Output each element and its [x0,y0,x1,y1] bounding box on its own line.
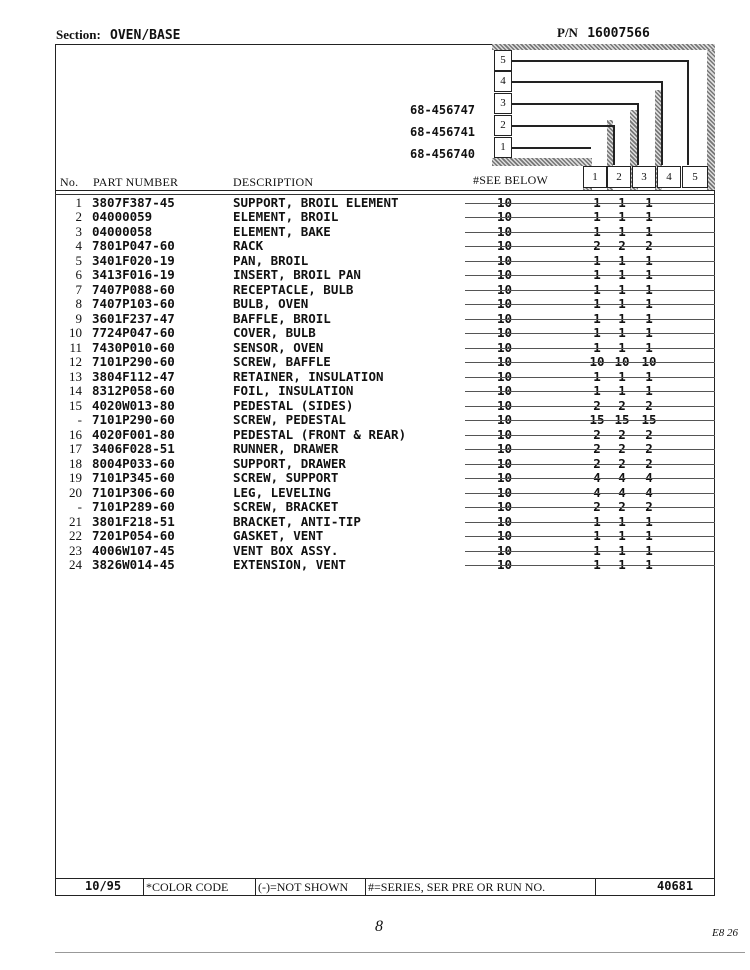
qty-col-1: 4 [593,470,601,486]
part-description: PAN, BROIL [233,252,309,268]
table-row [55,383,715,398]
part-index: 21 [69,513,82,529]
part-description: RECEPTACLE, BULB [233,281,354,297]
part-description: INSERT, BROIL PAN [233,267,361,283]
qty-col-1: 2 [593,397,601,413]
qty-col-2: 2 [618,455,626,471]
col-header-see-below: #SEE BELOW [473,173,548,187]
part-number: 3807F387-45 [92,195,175,210]
part-number-header [557,25,650,41]
part-description: EXTENSION, VENT [233,557,346,572]
qty-col-3: 2 [645,499,653,515]
legend-box-1: 1 [494,137,512,158]
part-number: 7101P345-60 [92,470,175,486]
qty-col-3: 2 [645,426,653,442]
part-description: RACK [233,238,264,254]
row-underline [465,319,715,320]
part-number: 3601F237-47 [92,310,175,326]
qty-col-1: 1 [593,339,601,355]
part-index: 24 [69,557,82,572]
row-underline [465,203,715,204]
qty-col-1: 1 [593,368,601,384]
leader-drop-5 [687,60,689,165]
qty-col-3: 2 [645,397,653,413]
part-number: 7101P289-60 [92,499,175,515]
part-number: 7801P047-60 [92,238,175,254]
series-ref: 10 [497,267,513,283]
series-ref: 10 [497,484,513,500]
qty-col-1: 10 [589,354,605,370]
part-description: PEDESTAL (SIDES) [233,397,354,413]
qty-col-2: 1 [618,528,626,544]
part-index: 17 [69,441,82,457]
legend-box-5: 5 [494,50,512,71]
qty-col-2: 1 [618,513,626,529]
part-description: RETAINER, INSULATION [233,368,384,384]
corner-handwritten-note: E8 26 [712,927,738,939]
part-number: 7430P010-60 [92,339,175,355]
qty-col-3: 2 [645,238,653,254]
table-row [55,209,715,224]
legend-hatch-top [492,44,715,50]
part-index: 14 [69,383,82,399]
table-row [55,311,715,326]
part-number: 7201P054-60 [92,528,175,544]
table-row [55,369,715,384]
qty-col-1: 1 [593,557,601,572]
qty-col-1: 1 [593,281,601,297]
part-index: 13 [69,368,82,384]
row-underline [465,406,715,407]
pn-value: 16007566 [587,26,650,41]
qty-col-1: 1 [593,296,601,312]
qty-col-1: 2 [593,441,601,457]
series-ref: 10 [497,470,513,486]
part-description: LEG, LEVELING [233,484,331,500]
qty-col-3: 4 [645,484,653,500]
table-row [55,485,715,500]
part-index: 19 [69,470,82,486]
qty-col-2: 1 [618,296,626,312]
series-ref: 10 [497,354,513,370]
qty-col-2: 1 [618,252,626,268]
row-underline [465,522,715,523]
part-index: - [77,412,82,428]
qty-col-2: 1 [618,542,626,558]
series-ref: 10 [497,441,513,457]
legend-box-2: 2 [494,115,512,136]
row-underline [465,478,715,479]
scan-edge-line [55,952,745,953]
table-row [55,412,715,427]
qty-col-header-1: 1 [583,166,607,188]
row-underline [465,377,715,378]
part-number: 3413F016-19 [92,267,175,283]
series-ref: 10 [497,310,513,326]
qty-col-2: 1 [618,195,626,210]
row-underline [465,391,715,392]
qty-col-2: 15 [614,412,630,428]
qty-col-1: 2 [593,238,601,254]
row-underline [465,304,715,305]
qty-col-2: 1 [618,383,626,399]
table-row [55,195,715,210]
series-ref: 10 [497,499,513,515]
qty-col-header-3: 3 [632,166,656,188]
table-row [55,325,715,340]
row-underline [465,232,715,233]
series-ref: 10 [497,325,513,341]
table-row [55,238,715,253]
part-index: 20 [69,484,82,500]
footer-color-code: *COLOR CODE [146,880,229,894]
part-index: 10 [69,325,82,341]
part-description: COVER, BULB [233,325,316,341]
row-underline [465,449,715,450]
part-number: 8312P058-60 [92,383,175,399]
part-description: SCREW, BRACKET [233,499,339,515]
part-description: SCREW, SUPPORT [233,470,339,486]
qty-col-3: 1 [645,267,653,283]
row-underline [465,290,715,291]
part-description: GASKET, VENT [233,528,324,544]
leader-line-2 [511,125,615,127]
qty-col-2: 4 [618,470,626,486]
part-index: 4 [75,238,82,254]
row-underline [465,362,715,363]
row-underline [465,261,715,262]
qty-col-1: 1 [593,267,601,283]
qty-col-3: 1 [645,296,653,312]
row-underline [465,246,715,247]
qty-col-2: 1 [618,310,626,326]
series-ref: 10 [497,238,513,254]
part-index: 2 [75,209,82,225]
table-row [55,499,715,514]
row-underline [465,217,715,218]
model-ref-3: 68-456740 [410,147,476,161]
series-ref: 10 [497,426,513,442]
model-ref-2: 68-456741 [410,125,476,139]
qty-col-2: 10 [614,354,630,370]
series-ref: 10 [497,397,513,413]
table-row [55,253,715,268]
qty-col-1: 4 [593,484,601,500]
footer-series: #=SERIES, SER PRE OR RUN NO. [368,880,546,894]
part-number: 3804F112-47 [92,368,175,384]
row-underline [465,420,715,421]
part-description: ELEMENT, BAKE [233,223,331,239]
qty-col-3: 1 [645,310,653,326]
qty-col-header-4: 4 [657,166,681,188]
part-index: 9 [75,310,82,326]
table-row [55,398,715,413]
row-underline [465,348,715,349]
legend-box-3: 3 [494,93,512,114]
part-index: 15 [69,397,82,413]
row-underline [465,493,715,494]
qty-col-1: 1 [593,542,601,558]
qty-col-2: 4 [618,484,626,500]
table-row [55,456,715,471]
footer-bar [55,879,715,895]
qty-col-2: 1 [618,281,626,297]
part-number: 3401F020-19 [92,252,175,268]
legend-hatch-right [707,50,715,190]
part-number: 7101P290-60 [92,412,175,428]
col-header-no: No. [60,175,79,189]
qty-col-3: 2 [645,455,653,471]
qty-col-3: 1 [645,223,653,239]
section-label [56,27,180,43]
part-index: 5 [75,252,82,268]
qty-col-1: 2 [593,499,601,515]
model-ref-1: 68-456747 [410,103,476,117]
part-number: 04000059 [92,209,153,225]
row-underline [465,333,715,334]
qty-col-1: 1 [593,513,601,529]
series-ref: 10 [497,223,513,239]
part-description: BAFFLE, BROIL [233,310,331,326]
part-description: FOIL, INSULATION [233,383,354,399]
table-row [55,340,715,355]
part-index: 8 [75,296,82,312]
part-number: 3406F028-51 [92,441,175,457]
part-description: BULB, OVEN [233,296,309,312]
part-index: 23 [69,542,82,558]
part-number: 4020F001-80 [92,426,175,442]
part-number: 7724P047-60 [92,325,175,341]
page-number: 8 [375,918,383,935]
series-ref: 10 [497,296,513,312]
table-row [55,441,715,456]
part-description: SUPPORT, DRAWER [233,455,346,471]
series-ref: 10 [497,252,513,268]
leader-line-4 [511,81,663,83]
part-index: 16 [69,426,82,442]
qty-col-header-2: 2 [607,166,631,188]
table-row [55,514,715,529]
series-ref: 10 [497,528,513,544]
part-number: 4020W013-80 [92,397,175,413]
part-index: 6 [75,267,82,283]
qty-col-2: 1 [618,223,626,239]
col-header-part-number: PART NUMBER [93,175,179,189]
qty-col-3: 15 [641,412,657,428]
part-description: PEDESTAL (FRONT & REAR) [233,426,407,442]
table-row [55,528,715,543]
leader-line-1 [511,147,591,149]
leader-drop-2 [613,125,615,165]
col-header-description: DESCRIPTION [233,175,314,189]
footer-date: 10/95 [85,879,122,893]
row-underline [465,464,715,465]
qty-col-1: 1 [593,195,601,210]
legend-hatch-bottom [492,158,592,166]
part-index: 11 [69,339,82,355]
part-number: 7407P103-60 [92,296,175,312]
qty-col-1: 2 [593,455,601,471]
part-index: 1 [75,195,82,210]
qty-col-2: 1 [618,325,626,341]
row-underline [465,275,715,276]
table-row [55,224,715,239]
part-index: 22 [69,528,82,544]
table-row [55,354,715,369]
legend-box-4: 4 [494,71,512,92]
part-description: BRACKET, ANTI-TIP [233,513,361,529]
qty-col-2: 1 [618,368,626,384]
table-row [55,267,715,282]
qty-col-header-5: 5 [682,166,708,188]
part-index: 12 [69,354,82,370]
part-number: 04000058 [92,223,153,239]
series-ref: 10 [497,383,513,399]
qty-col-1: 1 [593,209,601,225]
qty-col-3: 1 [645,195,653,210]
part-description: ELEMENT, BROIL [233,209,339,225]
part-index: 18 [69,455,82,471]
qty-col-2: 2 [618,426,626,442]
part-number: 8004P033-60 [92,455,175,471]
footer-divider-2 [255,879,256,895]
series-ref: 10 [497,412,513,428]
series-ref: 10 [497,281,513,297]
qty-col-3: 1 [645,209,653,225]
part-index: 3 [75,223,82,239]
part-description: RUNNER, DRAWER [233,441,339,457]
part-number: 3801F218-51 [92,513,175,529]
table-row [55,543,715,558]
qty-col-2: 1 [618,557,626,572]
qty-col-2: 1 [618,209,626,225]
series-ref: 10 [497,513,513,529]
row-underline [465,536,715,537]
qty-col-3: 2 [645,441,653,457]
part-description: SCREW, BAFFLE [233,354,331,370]
qty-col-3: 1 [645,281,653,297]
section-label-text: Section: [56,27,101,42]
qty-col-3: 1 [645,325,653,341]
part-description: SCREW, PEDESTAL [233,412,346,428]
series-ref: 10 [497,557,513,572]
qty-col-3: 4 [645,470,653,486]
qty-col-3: 1 [645,542,653,558]
leader-drop-4 [661,81,663,165]
row-underline [465,507,715,508]
part-number: 7101P306-60 [92,484,175,500]
qty-col-3: 1 [645,528,653,544]
part-description: VENT BOX ASSY. [233,542,339,558]
qty-col-3: 10 [641,354,657,370]
part-description: SUPPORT, BROIL ELEMENT [233,195,399,210]
footer-not-shown: (-)=NOT SHOWN [258,880,349,894]
table-row [55,427,715,442]
leader-line-5 [511,60,689,62]
header-rule [55,190,715,191]
qty-col-2: 2 [618,441,626,457]
part-number: 7407P088-60 [92,281,175,297]
part-description: SENSOR, OVEN [233,339,324,355]
row-underline [465,565,715,566]
footer-doc-number: 40681 [657,879,694,893]
leader-line-3 [511,103,639,105]
footer-divider-1 [143,879,144,895]
qty-col-2: 1 [618,339,626,355]
footer-divider-3 [365,879,366,895]
pn-label: P/N [557,25,578,40]
qty-col-2: 2 [618,499,626,515]
qty-col-1: 1 [593,223,601,239]
qty-col-2: 1 [618,267,626,283]
leader-drop-3 [637,103,639,165]
table-row [55,296,715,311]
series-ref: 10 [497,209,513,225]
series-ref: 10 [497,542,513,558]
series-ref: 10 [497,195,513,210]
part-number: 3826W014-45 [92,557,175,572]
table-row [55,282,715,297]
row-underline [465,551,715,552]
qty-col-3: 1 [645,252,653,268]
part-number: 4006W107-45 [92,542,175,558]
part-number: 7101P290-60 [92,354,175,370]
qty-col-3: 1 [645,557,653,572]
qty-col-1: 1 [593,383,601,399]
qty-col-1: 1 [593,252,601,268]
qty-col-2: 2 [618,238,626,254]
qty-col-1: 1 [593,325,601,341]
qty-col-3: 1 [645,383,653,399]
qty-col-1: 2 [593,426,601,442]
qty-col-1: 15 [589,412,605,428]
qty-col-1: 1 [593,310,601,326]
table-row [55,470,715,485]
section-value: OVEN/BASE [110,28,181,43]
qty-col-2: 2 [618,397,626,413]
series-ref: 10 [497,368,513,384]
series-ref: 10 [497,455,513,471]
qty-col-1: 1 [593,528,601,544]
table-row [55,557,715,572]
series-ref: 10 [497,339,513,355]
qty-col-3: 1 [645,513,653,529]
footer-divider-4 [595,879,596,895]
part-index: 7 [75,281,82,297]
qty-col-3: 1 [645,368,653,384]
qty-col-3: 1 [645,339,653,355]
part-index: - [77,499,82,515]
row-underline [465,435,715,436]
